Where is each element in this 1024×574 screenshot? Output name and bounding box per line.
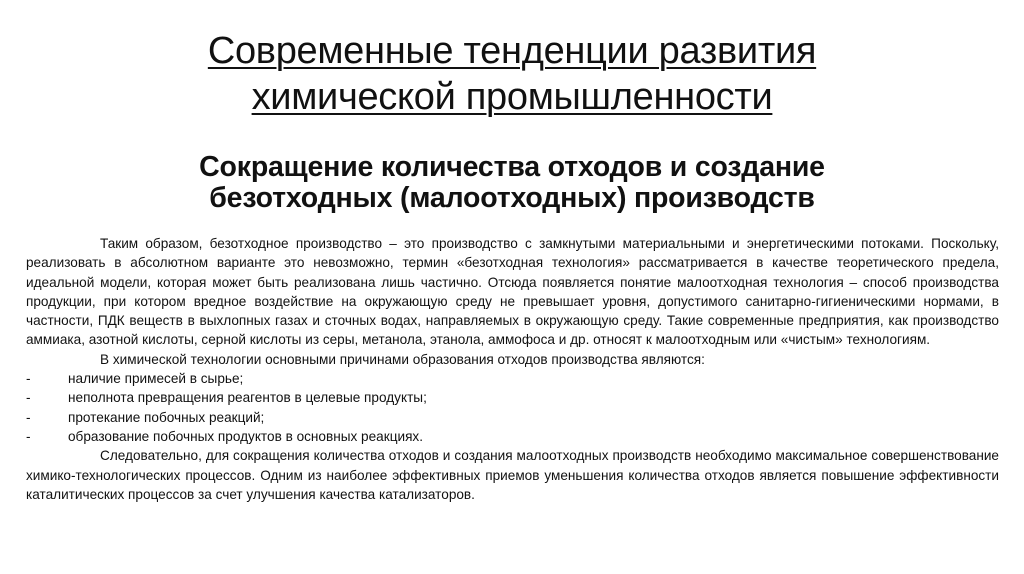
- slide-subtitle: [60, 152, 964, 214]
- paragraph-causes-intro: В химической технологии основными причинами образования отходов производства являются:: [100, 351, 705, 367]
- list-item-text: неполнота превращения реагентов в целевые продукты;: [68, 390, 427, 406]
- causes-list: [26, 369, 999, 446]
- list-item: [26, 388, 999, 407]
- list-item: [26, 369, 999, 388]
- list-item: [26, 408, 999, 427]
- list-item-text: наличие примесей в сырье;: [68, 371, 244, 387]
- list-bullet: -: [26, 371, 31, 387]
- paragraph-conclusion: Следовательно, для сокращения количества отходов и создания малоотходных производств необходимо максимальное совершенствование химико-технологических процессов. Одним из наиболее эффективных приемов уменьшения количества отходов является повышение эффективности каталитических процессов за счет улучшения качества катализаторов.: [26, 448, 999, 502]
- paragraph-definition: Таким образом, безотходное производство – это производство с замкнутыми материальными и энергетическими потоками. Поскольку, реализовать в абсолютном варианте это невозможно, термин «безотходная технология» рассматривается в качестве теоретического предела, идеальной модели, которая может быть реализована лишь частично. Отсюда появляется понятие малоотходная технология – способ производства продукции, при котором вредное воздействие на окружающую среду не превышает уровня, допустимого санитарно-гигиеническими нормами, в частности, ПДК веществ в выхлопных газах и сточных водах, направляемых в окружающую среду. Такие современные предприятия, как производство аммиака, азотной кислоты, серной кислоты из серы, метанола, этанола, аммофоса и др. относят к малоотходным или «чистым» технологиям.: [26, 236, 999, 348]
- slide-subtitle-line-2: безотходных (малоотходных) производств: [209, 182, 815, 214]
- slide-subtitle-line-1: Сокращение количества отходов и создание: [199, 151, 825, 183]
- list-bullet: -: [26, 428, 31, 444]
- list-item-text: образование побочных продуктов в основных реакциях.: [68, 428, 424, 444]
- slide-title: [60, 28, 964, 120]
- slide-title-line-2: химической промышленности: [251, 76, 773, 118]
- slide-title-line-1: Современные тенденции развития: [207, 30, 817, 72]
- list-item-text: протекание побочных реакций;: [68, 409, 265, 425]
- list-bullet: -: [26, 390, 31, 406]
- list-item: [26, 427, 999, 446]
- slide-body: [26, 234, 999, 504]
- list-bullet: -: [26, 409, 31, 425]
